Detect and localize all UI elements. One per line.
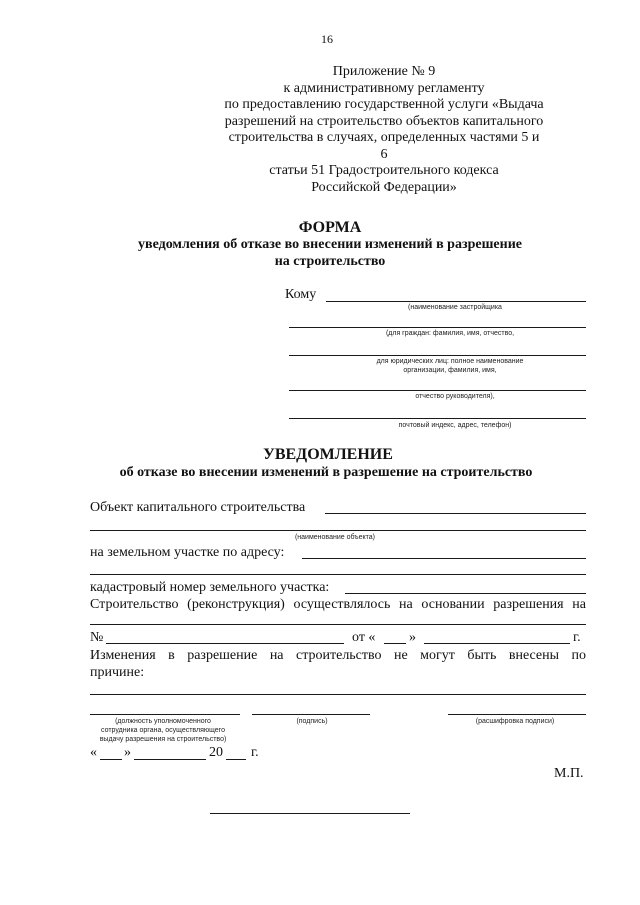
- addressee-line[interactable]: [289, 327, 586, 328]
- date-from-label: от «: [352, 630, 376, 645]
- form-subtitle: на строительство: [274, 254, 386, 269]
- sign-date-close: »: [124, 745, 131, 760]
- permit-day-line[interactable]: [384, 643, 406, 644]
- appendix-line: статьи 51 Градостроительного кодекса: [269, 163, 499, 178]
- page-number: 16: [321, 32, 333, 46]
- object-line[interactable]: [325, 513, 586, 514]
- cadastral-label: кадастровый номер земельного участка:: [90, 580, 330, 595]
- reason-line: Изменения в разрешение на строительство не могут быть внесены по: [90, 648, 586, 663]
- bottom-line: [210, 813, 410, 814]
- reason-line-blank[interactable]: [90, 694, 586, 695]
- sign-year-suffix: г.: [251, 745, 259, 760]
- addressee-caption: организации, фамилия, имя,: [403, 367, 497, 374]
- position-caption: выдачу разрешения на строительство): [99, 736, 227, 743]
- name-decryption-caption: (расшифровка подписи): [475, 718, 555, 725]
- position-line[interactable]: [90, 714, 240, 715]
- notice-subtitle: об отказе во внесении изменений в разрешение на строительство: [119, 465, 533, 480]
- position-caption: сотрудника органа, осуществляющего: [101, 727, 225, 734]
- sign-year-line[interactable]: [226, 759, 246, 760]
- address-line[interactable]: [90, 574, 586, 575]
- appendix-block: [224, 64, 544, 196]
- addressee-line[interactable]: [289, 418, 586, 419]
- notice-title: УВЕДОМЛЕНИЕ: [263, 446, 393, 463]
- permit-year-suffix: г.: [573, 630, 581, 645]
- appendix-line: строительства в случаях, определенных частями 5 и 6: [228, 130, 540, 162]
- signature-line[interactable]: [252, 714, 370, 715]
- addressee-caption: для юридических лиц: полное наименование: [376, 358, 524, 365]
- addressee-caption: (для граждан: фамилия, имя, отчество,: [385, 330, 515, 337]
- reason-line: причине:: [90, 665, 145, 680]
- construction-line: Строительство (реконструкция) осуществлялось на основании разрешения на: [90, 597, 586, 612]
- stamp-label: М.П.: [554, 766, 584, 781]
- address-line[interactable]: [302, 558, 586, 559]
- addressee-line[interactable]: [326, 301, 586, 302]
- date-quote-close: »: [409, 630, 416, 645]
- addressee-caption: (наименование застройщика: [408, 304, 502, 311]
- address-label: на земельном участке по адресу:: [90, 545, 285, 560]
- addressee-line[interactable]: [289, 390, 586, 391]
- object-line[interactable]: [90, 530, 586, 531]
- signature-caption: (подпись): [296, 718, 328, 725]
- number-sign: №: [90, 630, 104, 645]
- addressee-caption: почтовый индекс, адрес, телефон): [398, 422, 512, 429]
- permit-month-line[interactable]: [424, 643, 570, 644]
- addressee-label: Кому: [285, 287, 317, 302]
- appendix-line: по предоставлению государственной услуги «Выдача: [224, 97, 544, 112]
- addressee-line[interactable]: [289, 355, 586, 356]
- sign-day-line[interactable]: [100, 759, 122, 760]
- appendix-line: разрешений на строительство объектов капитального: [224, 113, 544, 129]
- appendix-line: к административному регламенту: [283, 80, 485, 96]
- name-decryption-line[interactable]: [448, 714, 586, 715]
- sign-month-line[interactable]: [134, 759, 206, 760]
- object-caption: (наименование объекта): [294, 534, 376, 541]
- position-caption: (должность уполномоченного: [115, 718, 211, 725]
- appendix-line: Приложение № 9: [332, 64, 436, 79]
- cadastral-line[interactable]: [345, 593, 586, 594]
- sign-date-open: «: [90, 745, 97, 760]
- appendix-line: Российской Федерации»: [311, 179, 457, 195]
- construction-line-blank[interactable]: [90, 624, 586, 625]
- form-title: ФОРМА: [298, 219, 362, 236]
- sign-year-prefix: 20: [209, 745, 223, 760]
- permit-number-line[interactable]: [106, 643, 344, 644]
- object-label: Объект капитального строительства: [90, 500, 306, 515]
- form-subtitle: уведомления об отказе во внесении изменений в разрешение: [138, 237, 522, 252]
- addressee-caption: отчество руководителя),: [415, 393, 495, 400]
